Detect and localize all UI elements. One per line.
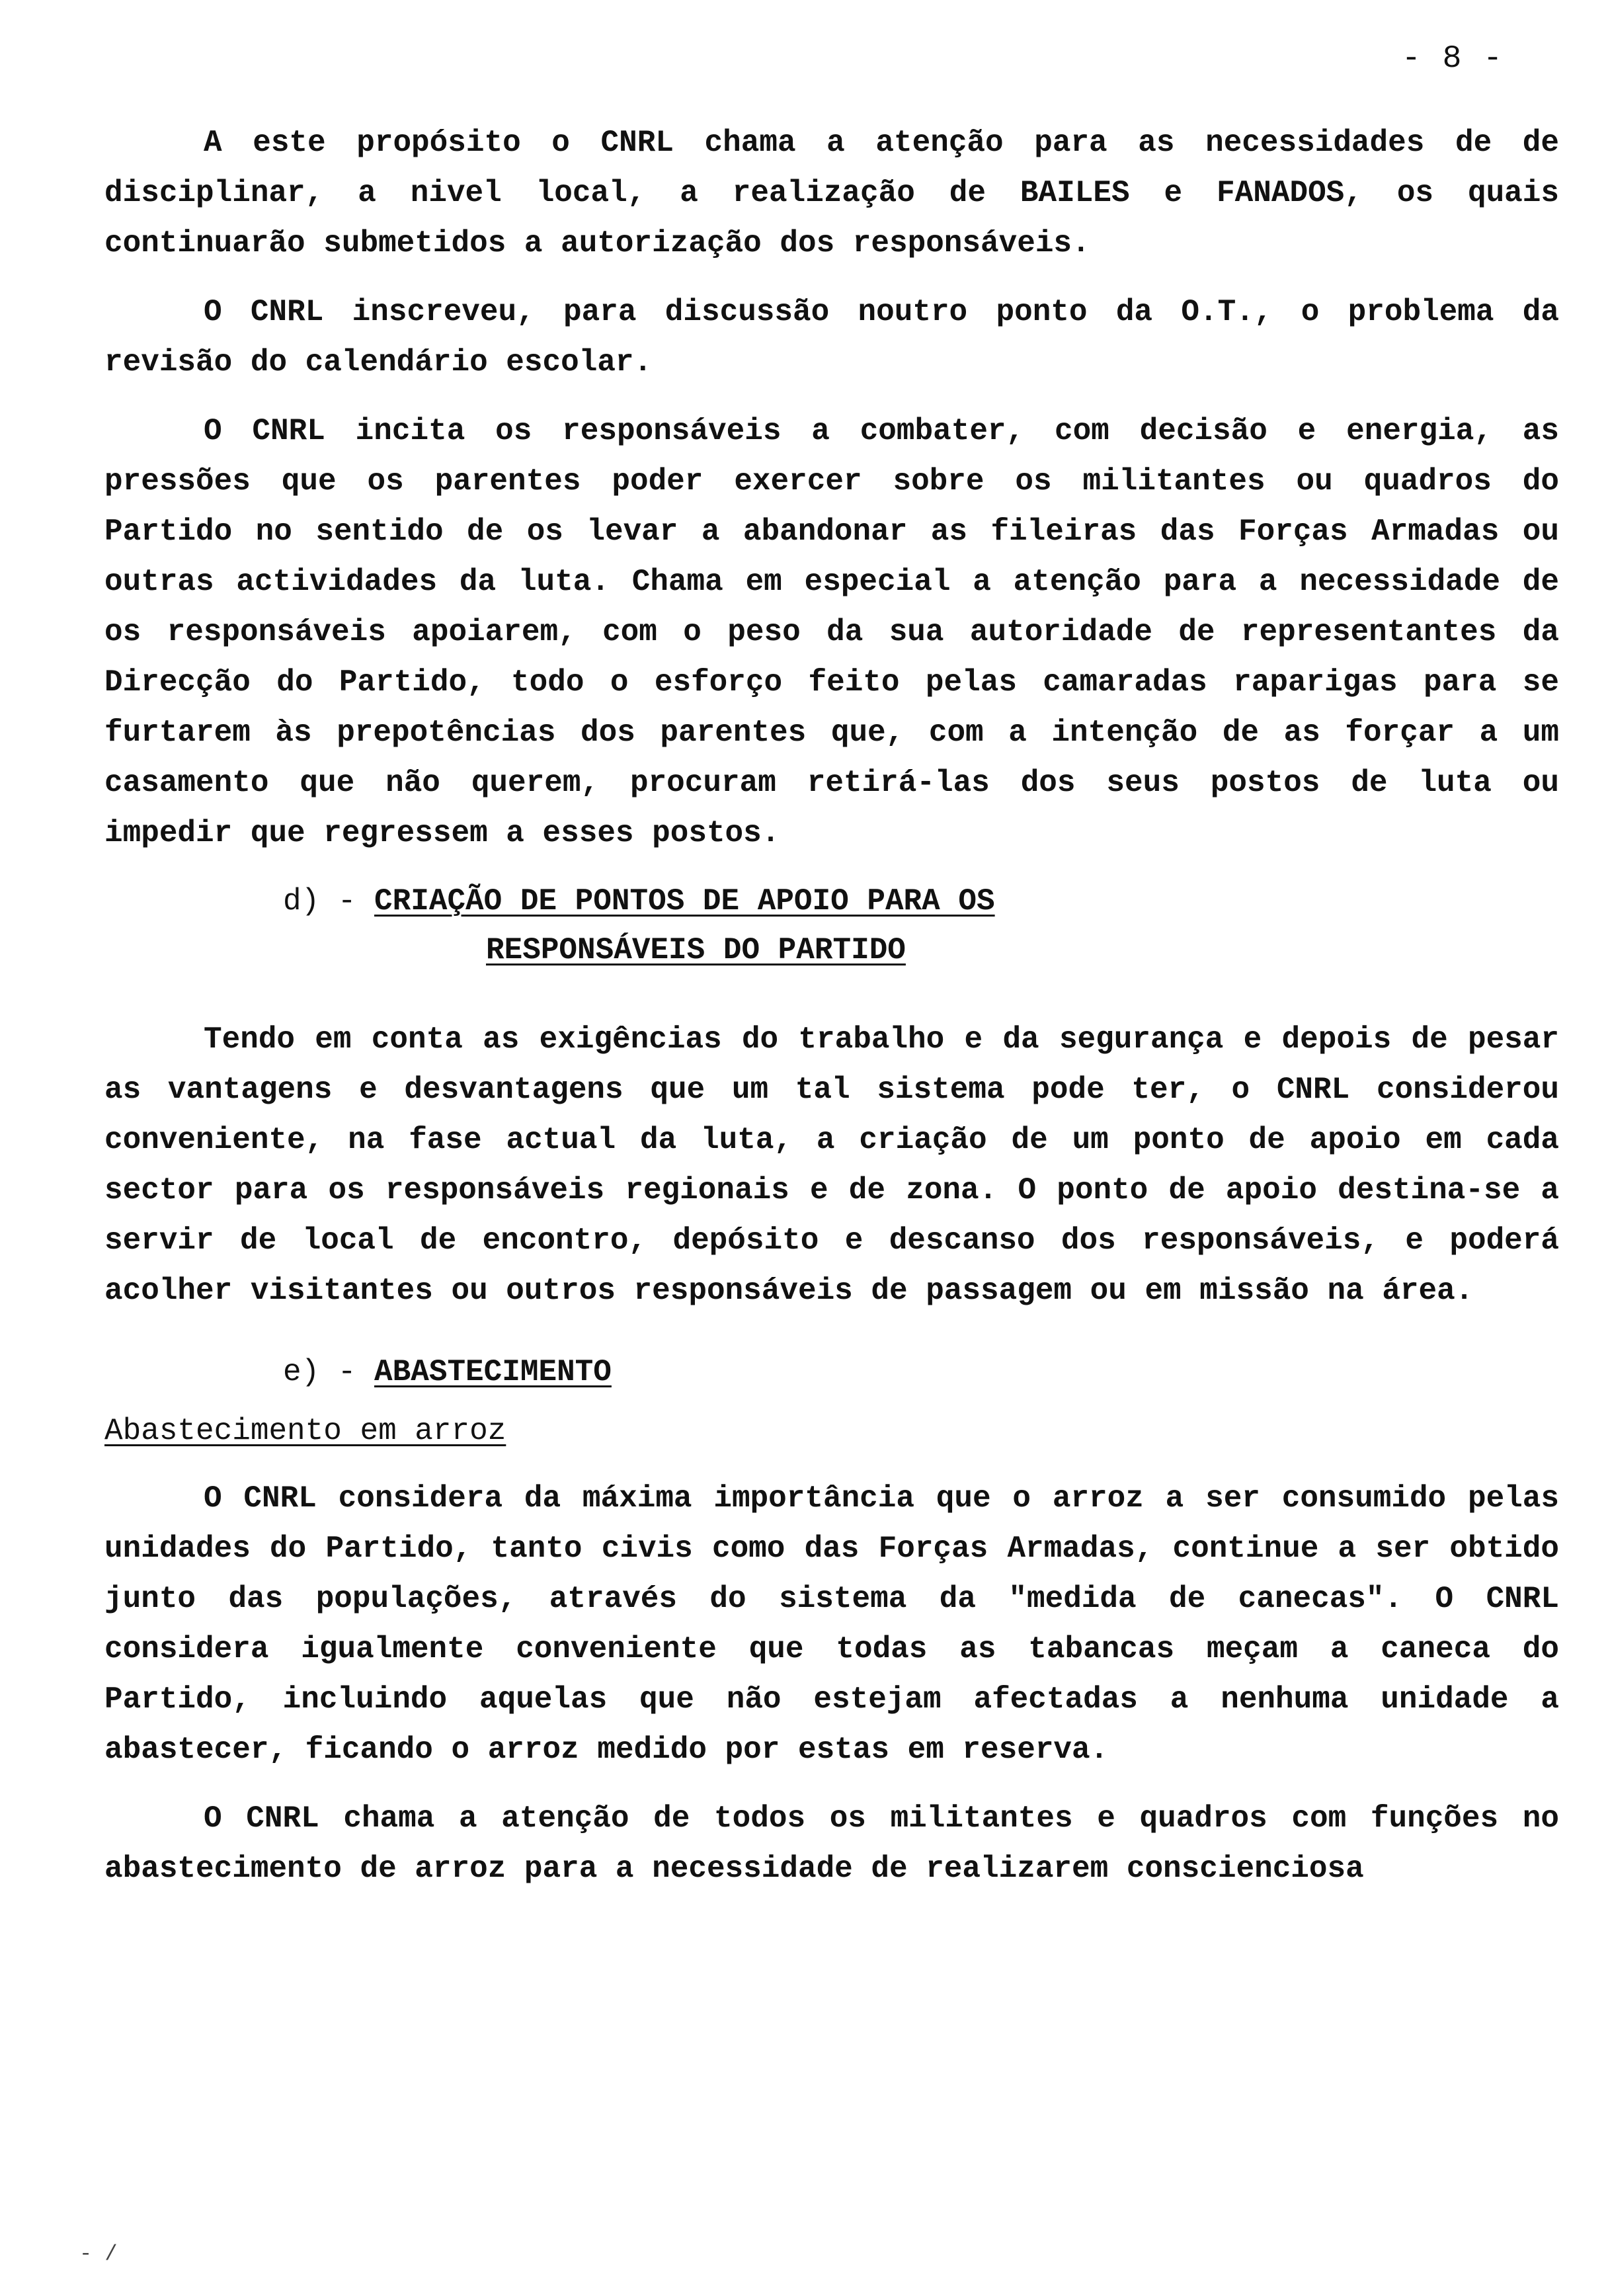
section-d-heading-line-1 — [104, 877, 1559, 926]
paragraph-pressoes-parentes: O CNRL incita os responsáveis a combater, com decisão e energia, as pressões que os parentes poder exercer sobre os militantes ou quadros do Partido no sentido de os levar a abandonar as fileiras das Forças Armadas ou outras actividades da luta. Chama em especial a atenção para a necessidade de os responsáveis apoiarem, com o peso da sua autoridade de representantes da Direcção do Partido, todo o esforço feito pelas camaradas raparigas para se furtarem às prepotências dos parentes que, com a intenção de as forçar a um casamento que não querem, procuram retirá-las dos seus postos de luta ou impedir que regressem a esses postos. — [104, 414, 1559, 850]
paragraph-arroz-atencao: O CNRL chama a atenção de todos os militantes e quadros com funções no abastecimento de arroz para a necessidade de realizarem conscienciosa — [104, 1801, 1559, 1886]
section-d-prefix: d) - — [283, 884, 375, 919]
page-number: - 8 - — [1401, 41, 1504, 77]
section-d-title-line-1: CRIAÇÃO DE PONTOS DE APOIO PARA OS — [374, 884, 995, 919]
paragraph-bailes-fanados: A este propósito o CNRL chama a atenção para as necessidades de de disciplinar, a nivel local, a realização de BAILES e FANADOS, os quais continuarão submetidos a autorização dos responsáveis. — [104, 126, 1559, 261]
paragraph-ponto-de-apoio: Tendo em conta as exigências do trabalho e da segurança e depois de pesar as vantagens e desvantagens que um tal sistema pode ter, o CNRL considerou conveniente, na fase actual da luta, a criação de um ponto de apoio em cada sector para os responsáveis regionais e de zona. O ponto de apoio destina-se a servir de local de encontro, depósito e descanso dos responsáveis, e poderá acolher visitantes ou outros responsáveis de passagem ou em missão na área. — [104, 1022, 1559, 1308]
paragraph-arroz-canecas: O CNRL considera da máxima importância que o arroz a ser consumido pelas unidades do Partido, tanto civis como das Forças Armadas, continue a ser obtido junto das populações, através do sistema da "medida de canecas". O CNRL considera igualmente conveniente que todas as tabancas meçam a caneca do Partido, incluindo aquelas que não estejam afectadas a nenhuma unidade a abastecer, ficando o arroz medido por estas em reserva. — [104, 1481, 1559, 1767]
document-body — [104, 118, 1559, 1912]
section-e-prefix: e) - — [283, 1355, 375, 1389]
subheading-abastecimento-arroz: Abastecimento em arroz — [104, 1414, 506, 1448]
section-d-title-line-2: RESPONSÁVEIS DO PARTIDO — [486, 933, 906, 967]
section-e-heading — [283, 1348, 1559, 1397]
section-d-heading — [104, 877, 1559, 975]
paragraph-calendario-escolar: O CNRL inscreveu, para discussão noutro ponto da O.T., o problema da revisão do calendário escolar. — [104, 295, 1559, 380]
footer-mark: - / — [79, 2242, 118, 2266]
section-d-heading-line-2 — [104, 926, 1559, 975]
section-e-title: ABASTECIMENTO — [374, 1355, 612, 1389]
